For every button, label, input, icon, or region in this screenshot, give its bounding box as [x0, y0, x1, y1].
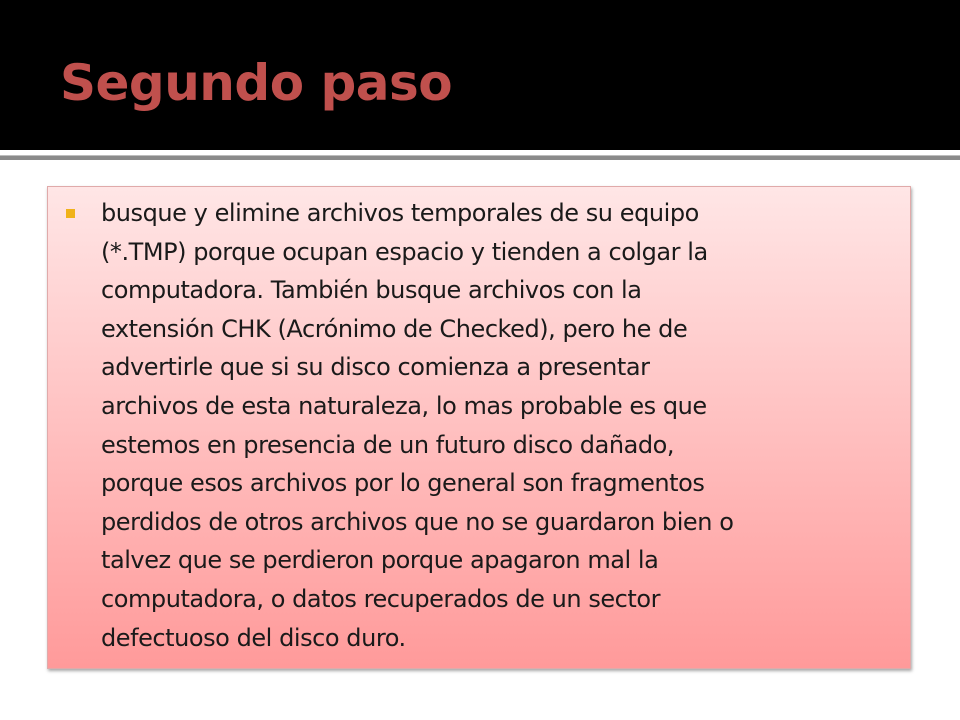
- title-bar: [0, 0, 960, 150]
- square-bullet-icon: [66, 209, 75, 218]
- body-paragraph: busque y elimine archivos temporales de su equipo (*.TMP) porque ocupan espacio y tienden a colgar la computadora. También busque archivos con la extensión CHK (Acrónimo de Checked), pero he de advertirle que si su disco comienza a presentar archivos de esta naturaleza, lo mas probable es que estemos en presencia de un futuro disco dañado, porque esos archivos por lo general son fragmentos perdidos de otros archivos que no se guardaron bien o talvez que se perdieron porque apagaron mal la computadora, o datos recuperados de un sector defectuoso del disco duro.: [101, 199, 734, 652]
- slide-title: Segundo paso: [60, 54, 453, 112]
